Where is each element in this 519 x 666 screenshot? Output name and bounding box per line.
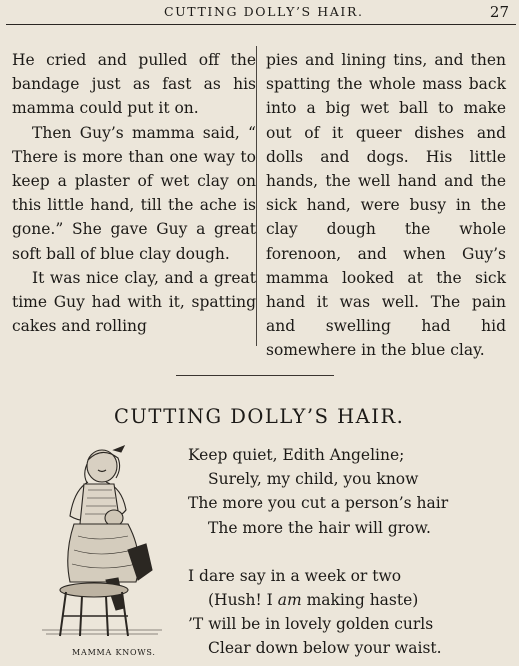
story-paragraph: He cried and pulled off the bandage just as fast as his mamma could put it on. [12, 51, 256, 118]
poem-line [188, 588, 448, 612]
running-title: CUTTING DOLLY’S HAIR. [164, 4, 364, 19]
poem-line: ’T will be in lovely golden curls [188, 615, 434, 634]
header-rule [6, 24, 516, 25]
running-head [0, 0, 519, 24]
illustration-caption: MAMMA KNOWS. [72, 648, 156, 657]
story-paragraph: pies and lining tins, and then spatting the whole mass back into a big wet ball to make out of it queer dishes and dolls and dogs. His little hands, the well hand and the sick hand, were busy in the clay dough the whole forenoon, and when Guy’s mamma looked at the sick hand it was well. The pain and swelling had hid somewhere in the blue clay. [266, 51, 506, 360]
poem-line: Surely, my child, you know [208, 470, 419, 489]
section-divider [176, 375, 334, 376]
page-number: 27 [489, 3, 509, 21]
poem-body [188, 443, 448, 661]
story-left-column [12, 48, 256, 338]
poem-text: (Hush! I [208, 591, 278, 610]
girl-cutting-doll-hair-illustration [32, 440, 172, 640]
poem-line: The more you cut a person’s hair [188, 494, 449, 513]
column-divider [256, 46, 257, 346]
poem-line: Keep quiet, Edith Angeline; [188, 446, 405, 464]
poem-text: making haste) [301, 591, 419, 610]
story-paragraph: It was nice clay, and a great time Guy had with it, spatting cakes and rolling [12, 268, 256, 336]
poem-line: The more the hair will grow. [208, 518, 431, 537]
engraving-icon [32, 440, 172, 640]
poem-line: I dare say in a week or two [188, 566, 402, 585]
poem-emphasis: am [277, 591, 302, 610]
poem-title: CUTTING DOLLY’S HAIR. [114, 405, 405, 428]
story-right-column [266, 48, 506, 363]
story-paragraph: Then Guy’s mamma said, “ There is more than one way to keep a plaster of wet clay on this little hand, till the ache is gone.” She gave Guy a great soft ball of blue clay dough. [12, 123, 256, 263]
stanza-break [188, 540, 448, 564]
poem-line: Clear down below your waist. [208, 639, 442, 658]
